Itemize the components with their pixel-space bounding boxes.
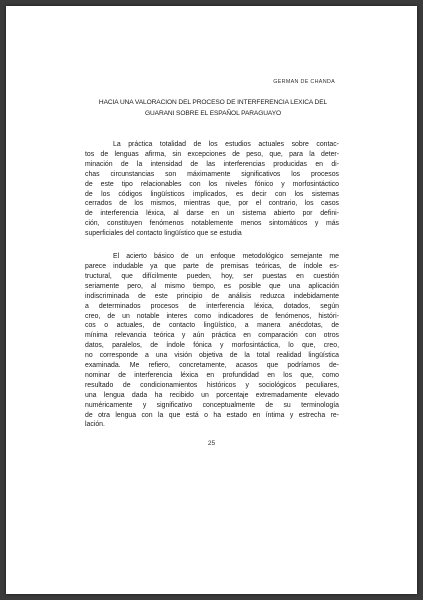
text-line: mínima relevancia teórica y aún práctica en comparación con otros: [85, 332, 339, 340]
text-line: tructural, que difícilmente pueden, hoy, ser puestas en cuestión: [85, 272, 339, 280]
text-line: de este tipo relacionables con los niveles fónico y morfosintáctico: [85, 180, 339, 188]
text-line: lación.: [85, 421, 105, 429]
text-line: a determinados procesos de interferencia léxica, dotados, según: [85, 302, 339, 310]
text-line: datos, paralelos, de índole fónica y morfosintáctica, lo que, creo,: [85, 342, 339, 350]
text-line: no corresponde a una visión objetiva de la total realidad lingüística: [85, 352, 339, 360]
text-line: una lengua dada ha recibido un porcentaje extremadamente elevado: [85, 391, 339, 399]
text-line: cerrados de los mismos, mientras que, por el contrario, los casos: [85, 200, 339, 208]
article-body: [85, 140, 339, 430]
text-line: tos de lenguas afirma, sin excepciones de peso, que, para la deter-: [85, 150, 339, 158]
text-line: nominar de interferencia léxica en profundidad en los que, como: [85, 371, 339, 379]
text-line: ción, constituyen fenómenos notablemente menos sintomáticos y más: [85, 220, 339, 228]
text-line: parece indudable ya que parte de premisas teóricas, de índole es-: [85, 262, 339, 270]
article-title: [68, 97, 358, 119]
paragraph-2: [85, 252, 339, 430]
document-page: [6, 6, 417, 594]
text-line: indiscriminada de este principio de análisis reduzca indebidamente: [85, 292, 339, 300]
text-line: El acierto básico de un enfoque metodológico semejante me: [113, 253, 339, 261]
text-line: minación de la intensidad de las interferencias producidas en di-: [85, 160, 339, 168]
text-line: chas circunstancias son máximamente significativos los procesos: [85, 170, 339, 178]
title-line: GUARANI SOBRE EL ESPAÑOL PARAGUAYO: [144, 110, 282, 117]
page-number: 25: [207, 440, 216, 447]
paragraph-1: [85, 140, 339, 239]
running-head: GERMAN DE CHANDA: [273, 79, 335, 85]
text-line: creo, de un notable interes como indicadores de fenómenos, históri-: [85, 312, 339, 320]
text-line: examinada. Me refiero, concretamente, acasos que podríamos de-: [85, 362, 339, 370]
text-line: superficiales del contacto lingüístico que se estudia: [85, 230, 242, 238]
text-line: numéricamente y significativo conceptualmente de su terminología: [85, 401, 339, 409]
text-line: resultado de condicionamientos históricos y sociológicos peculiares,: [85, 381, 339, 389]
text-line: La práctica totalidad de los estudios actuales sobre contac-: [113, 141, 339, 148]
text-line: de los códigos lingüísticos implicados, es decir con los sistemas: [85, 190, 339, 198]
text-line: seriamente pero, al mismo tiempo, es posible que una aplicación: [85, 282, 339, 290]
text-line: de interferencia léxica, al darse en un sistema abierto por defini-: [85, 210, 339, 218]
title-line: HACIA UNA VALORACION DEL PROCESO DE INTERFERENCIA LEXICA DEL: [98, 99, 328, 106]
text-line: cos o actuales, de contacto lingüístico, a manera anécdotas, de: [85, 322, 339, 330]
text-line: de otra lengua con la que está o ha estado en íntima y estrecha re-: [85, 411, 339, 419]
